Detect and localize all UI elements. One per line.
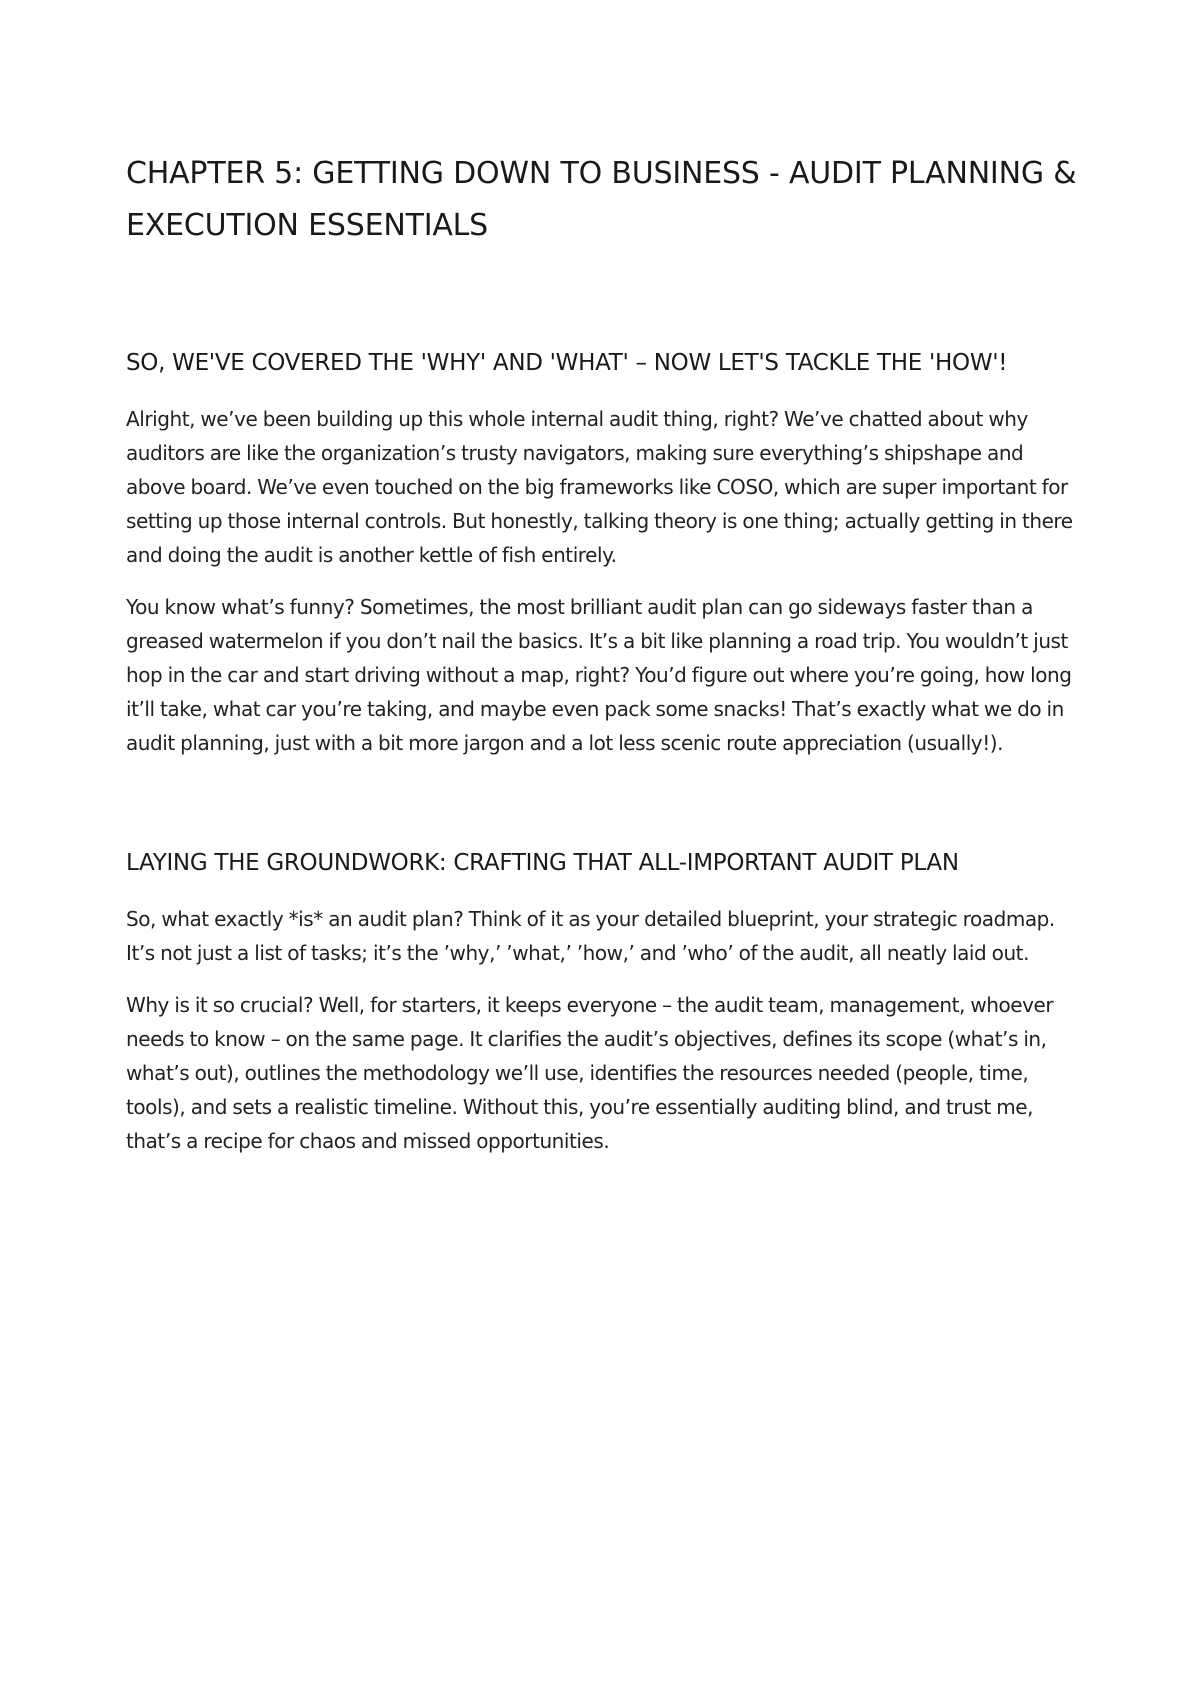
section-heading: SO, WE'VE COVERED THE 'WHY' AND 'WHAT' – NOW LET'S TACKLE THE 'HOW'! bbox=[126, 350, 1008, 376]
paragraph: So, what exactly *is* an audit plan? Think of it as your detailed blueprint, your strategic roadmap. It’s not just a list of tasks; it’s the ’why,’ ’what,’ ’how,’ and ’who’ of the audit, all neatly laid out. bbox=[126, 907, 1055, 965]
chapter-title: CHAPTER 5: GETTING DOWN TO BUSINESS - AUDIT PLANNING & EXECUTION ESSENTIALS bbox=[126, 156, 1077, 243]
paragraph: Alright, we’ve been building up this whole internal audit thing, right? We’ve chatted about why auditors are like the organization’s trusty navigators, making sure everything’s shipshape and above board. We’ve even touched on the big frameworks like COSO, which are super important for setting up those internal controls. But honestly, talking theory is one thing; actually getting in there and doing the audit is another kettle of fish entirely. bbox=[126, 407, 1073, 567]
paragraph: You know what’s funny? Sometimes, the most brilliant audit plan can go sideways faster than a greased watermelon if you don’t nail the basics. It’s a bit like planning a road trip. You wouldn’t just hop in the car and start driving without a map, right? You’d figure out where you’re going, how long it’ll take, what car you’re taking, and maybe even pack some snacks! That’s exactly what we do in audit planning, just with a bit more jargon and a lot less scenic route appreciation (usually!). bbox=[126, 595, 1072, 755]
section-audit-plan bbox=[126, 844, 1086, 1158]
section-why-what-how bbox=[126, 344, 1086, 760]
document-content bbox=[126, 148, 1086, 1158]
section-heading: LAYING THE GROUNDWORK: CRAFTING THAT ALL-IMPORTANT AUDIT PLAN bbox=[126, 850, 959, 876]
paragraph: Why is it so crucial? Well, for starters, it keeps everyone – the audit team, management, whoever needs to know – on the same page. It clarifies the audit’s objectives, defines its scope (what’s in, what’s out), outlines the methodology we’ll use, identifies the resources needed (people, time, tools), and sets a realistic timeline. Without this, you’re essentially auditing blind, and trust me, that’s a recipe for chaos and missed opportunities. bbox=[126, 993, 1054, 1153]
